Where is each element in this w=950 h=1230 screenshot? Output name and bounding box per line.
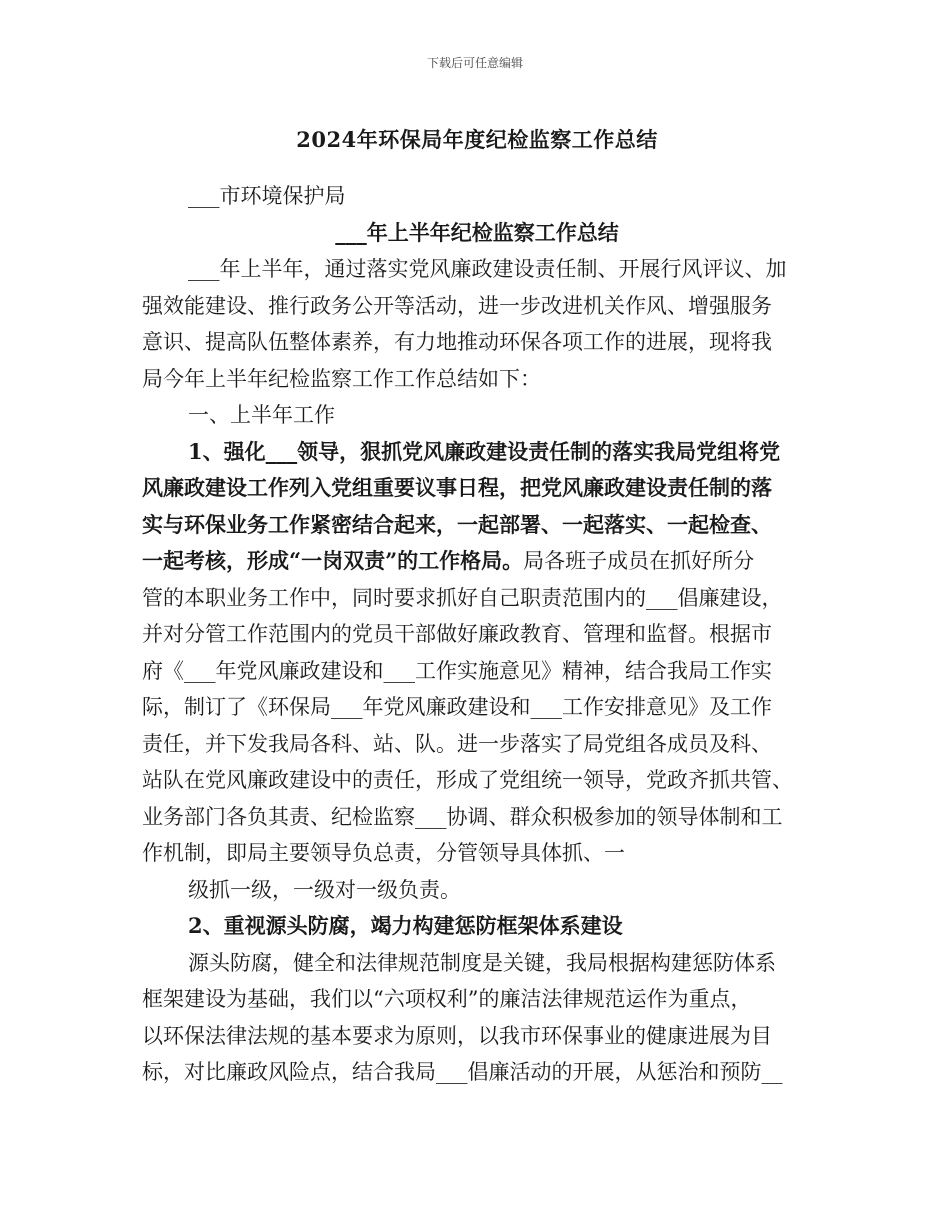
text-line: 管的本职业务工作中，同时要求抓好自己职责范围内的___倡廉建设， (142, 585, 783, 610)
text-line: 框架建设为基础，我们以“六项权利”的廉洁法律规范运作为重点， (142, 987, 752, 1011)
text-line (142, 543, 812, 580)
text-line: 府《___年党风廉政建设和___工作实施意见》精神，结合我局工作实 (142, 658, 772, 683)
text-line: ___年上半年，通过落实党风廉政建设责任制、开展行风评议、加 (188, 257, 787, 281)
text-line: 2、重视源头防腐，竭力构建惩防框架体系建设 (188, 913, 623, 938)
document-title: 2024年环保局年度纪检监察工作总结 (296, 127, 658, 152)
text-line: ___年上半年纪检监察工作总结 (335, 219, 619, 245)
text-line: 源头防腐，健全和法律规范制度是关键，我局根据构建惩防体系 (188, 950, 776, 975)
text-line: 站队在党风廉政建设中的责任，形成了党组统一领导，党政齐抓共管、 (142, 768, 793, 792)
text-line: 级抓一级，一级对一级负责。 (188, 877, 461, 902)
text-line: 风廉政建设工作列入党组重要议事日程，把党风廉政建设责任制的落 (142, 475, 772, 500)
bold-text: 一起考核，形成“一岗双责”的工作格局。 (142, 548, 524, 573)
text-line: 业务部门各负其责、纪检监察___协调、群众积极参加的领导体制和工 (142, 804, 783, 829)
text-line: 标，对比廉政风险点，结合我局___倡廉活动的开展，从惩治和预防__ (142, 1060, 783, 1084)
text-line: 以环保法律法规的基本要求为原则，以我市环保事业的健康进展为目 (142, 1023, 772, 1048)
text-line: 际，制订了《环保局___年党风廉政建设和___工作安排意见》及工作 (142, 695, 772, 719)
text-line: 局今年上半年纪检监察工作工作总结如下： (142, 366, 541, 391)
document-lines (142, 178, 812, 1091)
text-line: 作机制，即局主要领导负总责，分管领导具体抓、一 (142, 841, 625, 865)
page-header: 下载后可任意编辑 (426, 56, 523, 70)
document-body (142, 120, 812, 1091)
text-line: 实与环保业务工作紧密结合起来，一起部署、一起落实、一起检查、 (142, 511, 772, 537)
plain-text: 局各班子成员在抓好所分 (523, 549, 755, 573)
text-line: 强效能建设、推行政务公开等活动，进一步改进机关作风、增强服务 (142, 293, 772, 318)
text-line: ___市环境保护局 (188, 184, 346, 208)
text-line: 责任，并下发我局各科、站、队。进一步落实了局党组各成员及科、 (142, 731, 772, 756)
text-line: 一、上半年工作 (188, 403, 335, 427)
text-line: 意识、提高队伍整体素养，有力地推动环保各项工作的进展，现将我 (142, 330, 772, 354)
text-line: 并对分管工作范围内的党员干部做好廉政教育、管理和监督。根据市 (142, 622, 772, 646)
title-spacer (142, 160, 812, 178)
text-line: 1、强化___领导，狠抓党风廉政建设责任制的落实我局党组将党 (188, 438, 781, 464)
